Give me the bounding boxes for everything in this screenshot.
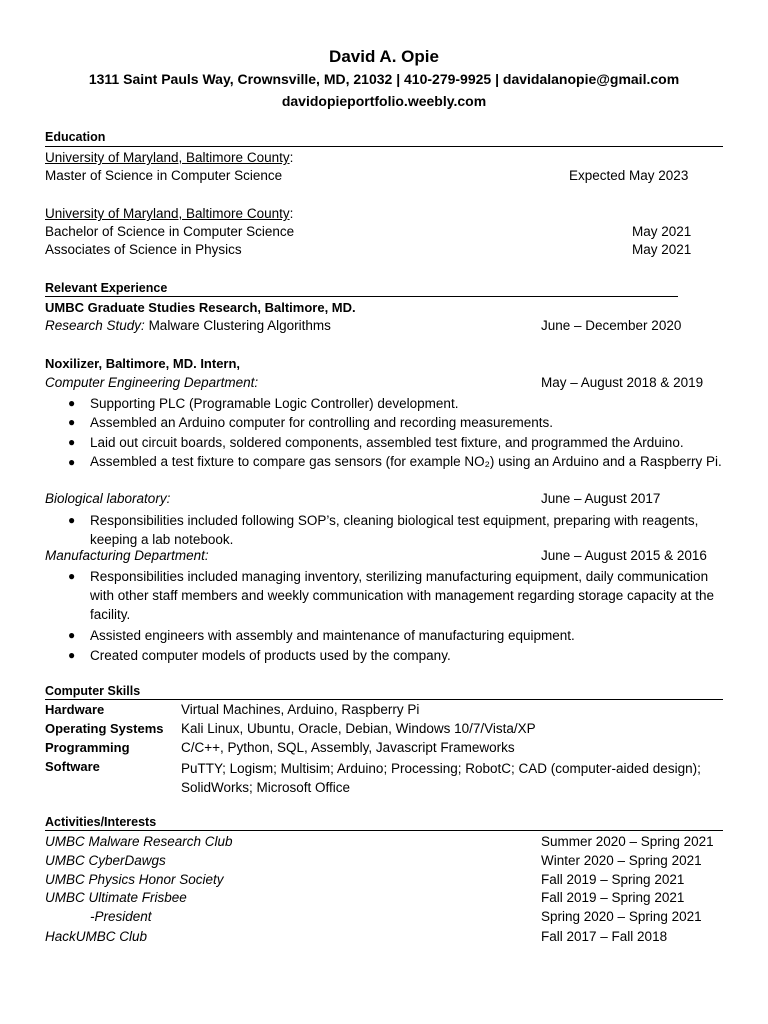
dept-2-name: Biological laboratory: [45,491,171,506]
activity-date: Fall 2017 – Fall 2018 [541,929,668,944]
bullet-dot: ● [68,569,76,583]
skill-value-programming: C/C++, Python, SQL, Assembly, Javascript Frameworks [181,740,515,755]
colon: : [289,150,294,165]
dept-1-date: May – August 2018 & 2019 [541,375,704,390]
skill-label-software: Software [45,759,100,774]
bullet-dot: ● [68,455,76,469]
job-1-date: June – December 2020 [541,318,682,333]
colon: : [289,206,294,221]
activity-name: UMBC Ultimate Frisbee [45,890,187,905]
education-school-1 [45,150,293,166]
dept-3-name: Manufacturing Department: [45,548,209,563]
education-rule [45,146,723,147]
skill-value-software: PuTTY; Logism; Multisim; Arduino; Processing; RobotC; CAD (computer-aided design); SolidWorks; Microsoft Office [181,761,701,795]
job-1-role [45,318,331,334]
bullet-text: Supporting PLC (Programable Logic Controller) development. [90,396,459,411]
bullet-dot: ● [68,628,76,642]
job-1-title: UMBC Graduate Studies Research, Baltimore, MD. [45,300,356,315]
bullet-text: Assisted engineers with assembly and maintenance of manufacturing equipment. [90,628,575,643]
dept-3-date: June – August 2015 & 2016 [541,548,707,563]
activity-name: HackUMBC Club [45,929,148,944]
activity-role: -President [90,909,152,924]
activities-heading: Activities/Interests [45,815,157,829]
degree-bs-date: May 2021 [632,224,692,239]
skill-label-os: Operating Systems [45,721,164,736]
bullet-text: Laid out circuit boards, soldered components, assembled test fixture, and programmed the Arduino. [90,435,684,450]
experience-heading: Relevant Experience [45,281,168,295]
activity-date: Spring 2020 – Spring 2021 [541,909,702,924]
school-name: University of Maryland, Baltimore County [45,206,290,221]
bullet-dot: ● [68,435,76,449]
degree-ms: Master of Science in Computer Science [45,168,283,183]
bullet-text: Created computer models of products used by the company. [90,648,451,663]
bullet-dot: ● [68,648,76,662]
bullet-text: Responsibilities included following SOP’s, cleaning biological test equipment, preparing with reagents, keeping a lab notebook. [90,513,699,547]
activity-date: Fall 2019 – Spring 2021 [541,872,685,887]
activities-rule [45,830,723,831]
activity-date: Summer 2020 – Spring 2021 [541,834,714,849]
skill-value-hardware: Virtual Machines, Arduino, Raspberry Pi [181,702,420,717]
job-2-title: Noxilizer, Baltimore, MD. Intern, [45,356,241,371]
activity-name: UMBC Malware Research Club [45,834,233,849]
skill-label-hardware: Hardware [45,702,105,717]
degree-ms-date: Expected May 2023 [569,168,689,183]
bullet-dot: ● [68,396,76,410]
contact-line: 1311 Saint Pauls Way, Crownsville, MD, 21032 | 410-279-9925 | davidalanopie@gmail.com [88,71,680,87]
bullet-text: Assembled an Arduino computer for controlling and recording measurements. [90,415,553,430]
skills-rule [45,699,723,700]
experience-rule [45,296,678,297]
school-name: University of Maryland, Baltimore County [45,150,290,165]
bullet-dot: ● [68,513,76,527]
education-school-2 [45,206,293,222]
skill-value-os: Kali Linux, Ubuntu, Oracle, Debian, Windows 10/7/Vista/XP [181,721,536,736]
bullet-text: Responsibilities included managing inventory, sterilizing manufacturing equipment, daily communication with other staff members and weekly communication with management regarding storage capacity at the facility. [90,569,715,622]
education-heading: Education [45,130,106,144]
activity-date: Fall 2019 – Spring 2021 [541,890,685,905]
dept-1-name: Computer Engineering Department: [45,375,259,390]
role-desc: Malware Clustering Algorithms [144,318,331,333]
activity-name: UMBC CyberDawgs [45,853,166,868]
portfolio-link: davidopieportfolio.weebly.com [281,93,487,109]
candidate-name: David A. Opie [329,47,439,66]
skill-label-programming: Programming [45,740,130,755]
bullet-dot: ● [68,415,76,429]
activity-date: Winter 2020 – Spring 2021 [541,853,702,868]
bullet-text: Assembled a test fixture to compare gas sensors (for example NO₂) using an Arduino and a Raspberry Pi. [90,454,722,469]
skills-heading: Computer Skills [45,684,141,698]
role-label: Research Study: [45,318,145,333]
degree-as-date: May 2021 [632,242,692,257]
degree-bs: Bachelor of Science in Computer Science [45,224,295,239]
dept-2-date: June – August 2017 [541,491,661,506]
degree-as: Associates of Science in Physics [45,242,242,257]
activity-name: UMBC Physics Honor Society [45,872,224,887]
